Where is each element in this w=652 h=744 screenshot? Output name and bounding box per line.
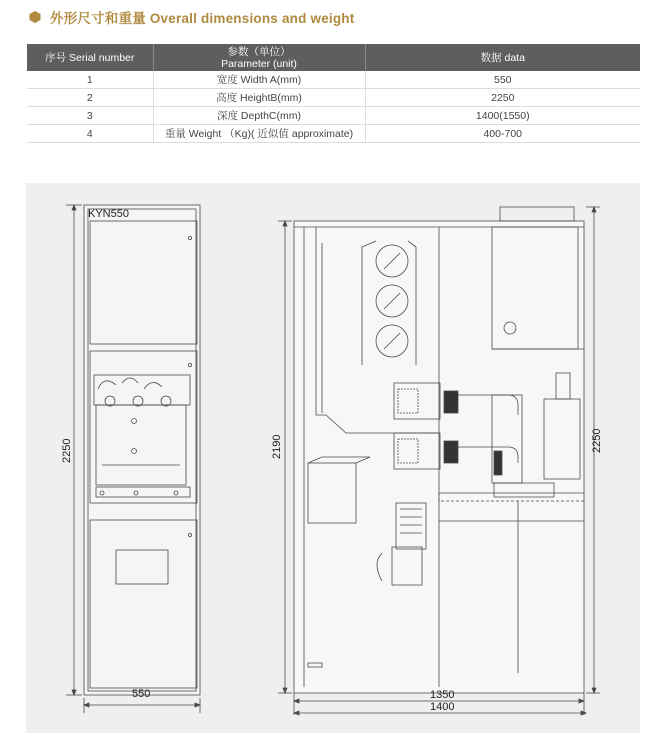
side-height-right-label: 2250 xyxy=(591,428,603,453)
cell-no: 2 xyxy=(27,89,153,107)
table-row xyxy=(27,89,640,107)
side-depth-inner-label: 1350 xyxy=(430,689,455,701)
model-label: KYN550 xyxy=(88,208,129,220)
cell-value: 2250 xyxy=(365,89,640,107)
section-title xyxy=(28,6,354,28)
dimensions-table xyxy=(27,44,640,143)
table-header-row xyxy=(27,44,640,71)
table-row xyxy=(27,71,640,89)
cell-value: 400-700 xyxy=(365,125,640,143)
column-header-parameter: 参数（单位） Parameter (unit) xyxy=(153,44,365,71)
cell-param: 深度 DepthC(mm) xyxy=(153,107,365,125)
cell-value: 1400(1550) xyxy=(365,107,640,125)
table-row xyxy=(27,125,640,143)
side-view xyxy=(271,207,603,715)
cell-param: 宽度 Width A(mm) xyxy=(153,71,365,89)
front-view xyxy=(61,205,200,713)
cell-value: 550 xyxy=(365,71,640,89)
technical-drawing-panel xyxy=(26,183,640,733)
cell-no: 1 xyxy=(27,71,153,89)
technical-drawing xyxy=(26,183,640,733)
front-height-label: 2250 xyxy=(61,438,73,463)
cell-no: 3 xyxy=(27,107,153,125)
front-width-label: 550 xyxy=(132,688,151,700)
column-header-serial: 序号 Serial number xyxy=(27,44,153,71)
table-row xyxy=(27,107,640,125)
column-header-data: 数据 data xyxy=(365,44,640,71)
cell-no: 4 xyxy=(27,125,153,143)
cell-param: 高度 HeightB(mm) xyxy=(153,89,365,107)
side-height-left-label: 2190 xyxy=(271,434,283,459)
section-title-text: 外形尺寸和重量 Overall dimensions and weight xyxy=(50,11,355,26)
cell-param: 重量 Weight （Kg)( 近似值 approximate) xyxy=(153,125,365,143)
side-depth-outer-label: 1400 xyxy=(430,701,455,713)
hexagon-bullet-icon xyxy=(28,10,42,24)
